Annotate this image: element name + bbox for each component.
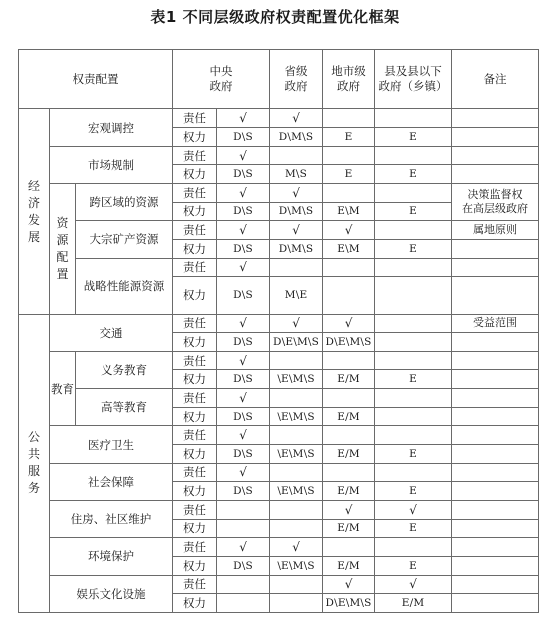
type-power: 权力 bbox=[173, 370, 217, 389]
resp-provincial: √ bbox=[270, 184, 323, 203]
note-higher bbox=[452, 389, 539, 408]
resp-municipal bbox=[323, 538, 375, 557]
power-municipal: E/M bbox=[323, 482, 375, 501]
power-municipal: E/M bbox=[323, 519, 375, 538]
power-central: D\S bbox=[217, 202, 270, 221]
power-county bbox=[375, 333, 452, 352]
power-county: E/M bbox=[375, 594, 452, 613]
type-resp: 责任 bbox=[173, 500, 217, 519]
power-central: D\S bbox=[217, 239, 270, 258]
resp-central: √ bbox=[217, 463, 270, 482]
resp-central bbox=[217, 500, 270, 519]
resp-provincial bbox=[270, 258, 323, 277]
note-macro bbox=[452, 109, 539, 128]
type-resp: 责任 bbox=[173, 426, 217, 445]
note-crossreg: 决策监督权 在高层级政府 bbox=[452, 184, 539, 221]
row-label-minerals: 大宗矿产资源 bbox=[76, 221, 173, 258]
authority-allocation-table bbox=[18, 49, 539, 613]
type-power: 权力 bbox=[173, 128, 217, 147]
power-county: E bbox=[375, 482, 452, 501]
power-county: E bbox=[375, 445, 452, 464]
row-label-market: 市场规制 bbox=[50, 146, 173, 183]
resp-municipal bbox=[323, 389, 375, 408]
power-central: D\S bbox=[217, 165, 270, 184]
power-provincial: M\E bbox=[270, 277, 323, 314]
note-power-social bbox=[452, 482, 539, 501]
resp-central: √ bbox=[217, 258, 270, 277]
power-central: D\S bbox=[217, 556, 270, 575]
power-provincial: M\S bbox=[270, 165, 323, 184]
power-provincial: D\M\S bbox=[270, 202, 323, 221]
note-strategic bbox=[452, 258, 539, 277]
type-power: 权力 bbox=[173, 482, 217, 501]
resp-central bbox=[217, 575, 270, 594]
resp-provincial: √ bbox=[270, 538, 323, 557]
resp-central: √ bbox=[217, 426, 270, 445]
type-power: 权力 bbox=[173, 333, 217, 352]
group-resource: 资 源 配 置 bbox=[50, 184, 76, 315]
note-housing bbox=[452, 500, 539, 519]
type-resp: 责任 bbox=[173, 389, 217, 408]
type-resp: 责任 bbox=[173, 258, 217, 277]
type-resp: 责任 bbox=[173, 221, 217, 240]
resp-county bbox=[375, 258, 452, 277]
power-central: D\S bbox=[217, 407, 270, 426]
resp-county bbox=[375, 389, 452, 408]
resp-central: √ bbox=[217, 184, 270, 203]
row-label-environment: 环境保护 bbox=[50, 538, 173, 575]
type-power: 权力 bbox=[173, 594, 217, 613]
type-power: 权力 bbox=[173, 556, 217, 575]
type-power: 权力 bbox=[173, 202, 217, 221]
header-municipal: 地市级 政府 bbox=[323, 50, 375, 109]
resp-provincial bbox=[270, 351, 323, 370]
type-resp: 责任 bbox=[173, 463, 217, 482]
resp-county bbox=[375, 184, 452, 203]
resp-county bbox=[375, 426, 452, 445]
power-provincial: \E\M\S bbox=[270, 445, 323, 464]
power-provincial bbox=[270, 594, 323, 613]
resp-central: √ bbox=[217, 221, 270, 240]
type-resp: 责任 bbox=[173, 314, 217, 333]
power-county: E bbox=[375, 128, 452, 147]
power-central: D\S bbox=[217, 445, 270, 464]
power-provincial: D\M\S bbox=[270, 239, 323, 258]
resp-central: √ bbox=[217, 351, 270, 370]
resp-municipal bbox=[323, 426, 375, 445]
note-power-strategic bbox=[452, 277, 539, 314]
type-power: 权力 bbox=[173, 407, 217, 426]
power-county: E bbox=[375, 165, 452, 184]
power-provincial: \E\M\S bbox=[270, 407, 323, 426]
power-county: E bbox=[375, 239, 452, 258]
power-provincial: \E\M\S bbox=[270, 482, 323, 501]
note-market bbox=[452, 146, 539, 165]
resp-central: √ bbox=[217, 314, 270, 333]
note-leisure bbox=[452, 575, 539, 594]
type-power: 权力 bbox=[173, 445, 217, 464]
power-county: E bbox=[375, 556, 452, 575]
power-county: E bbox=[375, 519, 452, 538]
note-power-leisure bbox=[452, 594, 539, 613]
resp-central: √ bbox=[217, 538, 270, 557]
resp-central: √ bbox=[217, 146, 270, 165]
type-power: 权力 bbox=[173, 165, 217, 184]
type-power: 权力 bbox=[173, 277, 217, 314]
header-config: 权责配置 bbox=[19, 50, 173, 109]
power-county bbox=[375, 407, 452, 426]
header-county: 县及县以下 政府（乡镇） bbox=[375, 50, 452, 109]
header-central: 中央 政府 bbox=[173, 50, 270, 109]
type-resp: 责任 bbox=[173, 538, 217, 557]
type-resp: 责任 bbox=[173, 184, 217, 203]
row-label-social: 社会保障 bbox=[50, 463, 173, 500]
row-label-higher: 高等教育 bbox=[76, 389, 173, 426]
resp-central: √ bbox=[217, 109, 270, 128]
group-education: 教育 bbox=[50, 351, 76, 426]
power-municipal: E/M bbox=[323, 556, 375, 575]
note-power-minerals bbox=[452, 239, 539, 258]
row-label-strategic: 战略性能源资源 bbox=[76, 258, 173, 314]
row-label-housing: 住房、社区维护 bbox=[50, 500, 173, 537]
power-county: E bbox=[375, 370, 452, 389]
power-provincial: D\M\S bbox=[270, 128, 323, 147]
power-municipal: E/M bbox=[323, 407, 375, 426]
resp-county: √ bbox=[375, 575, 452, 594]
resp-provincial bbox=[270, 146, 323, 165]
resp-provincial: √ bbox=[270, 109, 323, 128]
note-health bbox=[452, 426, 539, 445]
row-label-compulsory: 义务教育 bbox=[76, 351, 173, 388]
power-provincial: \E\M\S bbox=[270, 556, 323, 575]
resp-county bbox=[375, 351, 452, 370]
resp-municipal: √ bbox=[323, 500, 375, 519]
header-note: 备注 bbox=[452, 50, 539, 109]
resp-municipal: √ bbox=[323, 221, 375, 240]
resp-municipal bbox=[323, 463, 375, 482]
resp-provincial bbox=[270, 463, 323, 482]
type-power: 权力 bbox=[173, 239, 217, 258]
power-municipal bbox=[323, 277, 375, 314]
power-central: D\S bbox=[217, 482, 270, 501]
power-central: D\S bbox=[217, 277, 270, 314]
power-county: E bbox=[375, 202, 452, 221]
resp-provincial: √ bbox=[270, 221, 323, 240]
resp-provincial bbox=[270, 426, 323, 445]
power-provincial: D\E\M\S bbox=[270, 333, 323, 352]
resp-municipal: √ bbox=[323, 314, 375, 333]
group-economy: 经 济 发 展 bbox=[19, 109, 50, 314]
power-municipal: E bbox=[323, 128, 375, 147]
group-public: 公 共 服 务 bbox=[19, 314, 50, 612]
power-municipal: E\M bbox=[323, 202, 375, 221]
power-central bbox=[217, 519, 270, 538]
resp-municipal bbox=[323, 258, 375, 277]
type-resp: 责任 bbox=[173, 351, 217, 370]
resp-county bbox=[375, 146, 452, 165]
resp-municipal bbox=[323, 351, 375, 370]
note-power-higher bbox=[452, 407, 539, 426]
resp-municipal bbox=[323, 109, 375, 128]
power-central bbox=[217, 594, 270, 613]
resp-municipal: √ bbox=[323, 575, 375, 594]
resp-county bbox=[375, 463, 452, 482]
header-provincial: 省级 政府 bbox=[270, 50, 323, 109]
resp-provincial bbox=[270, 389, 323, 408]
note-environment bbox=[452, 538, 539, 557]
resp-municipal bbox=[323, 146, 375, 165]
resp-county: √ bbox=[375, 500, 452, 519]
type-resp: 责任 bbox=[173, 575, 217, 594]
note-power-housing bbox=[452, 519, 539, 538]
table-title: 表1 不同层级政府权责配置优化框架 bbox=[150, 8, 400, 26]
note-minerals: 属地原则 bbox=[452, 221, 539, 240]
note-power-compulsory bbox=[452, 370, 539, 389]
note-social bbox=[452, 463, 539, 482]
resp-county bbox=[375, 314, 452, 333]
resp-county bbox=[375, 221, 452, 240]
note-transport: 受益范围 bbox=[452, 314, 539, 333]
power-municipal: E/M bbox=[323, 445, 375, 464]
row-label-leisure: 娱乐文化设施 bbox=[50, 575, 173, 613]
resp-county bbox=[375, 109, 452, 128]
power-municipal: D\E\M\S bbox=[323, 333, 375, 352]
type-power: 权力 bbox=[173, 519, 217, 538]
row-label-macro: 宏观调控 bbox=[50, 109, 173, 146]
note-power-market bbox=[452, 165, 539, 184]
resp-provincial bbox=[270, 500, 323, 519]
row-label-transport: 交通 bbox=[50, 314, 173, 351]
power-municipal: E\M bbox=[323, 239, 375, 258]
resp-provincial bbox=[270, 575, 323, 594]
power-municipal: E bbox=[323, 165, 375, 184]
power-county bbox=[375, 277, 452, 314]
resp-municipal bbox=[323, 184, 375, 203]
resp-county bbox=[375, 538, 452, 557]
note-power-environment bbox=[452, 556, 539, 575]
power-central: D\S bbox=[217, 370, 270, 389]
power-central: D\S bbox=[217, 333, 270, 352]
resp-provincial: √ bbox=[270, 314, 323, 333]
row-label-health: 医疗卫生 bbox=[50, 426, 173, 463]
power-municipal: E/M bbox=[323, 370, 375, 389]
note-power-health bbox=[452, 445, 539, 464]
type-resp: 责任 bbox=[173, 109, 217, 128]
resp-central: √ bbox=[217, 389, 270, 408]
note-compulsory bbox=[452, 351, 539, 370]
power-central: D\S bbox=[217, 128, 270, 147]
type-resp: 责任 bbox=[173, 146, 217, 165]
note-power-transport bbox=[452, 333, 539, 352]
power-provincial bbox=[270, 519, 323, 538]
power-municipal: D\E\M\S bbox=[323, 594, 375, 613]
row-label-crossreg: 跨区域的资源 bbox=[76, 184, 173, 221]
power-provincial: \E\M\S bbox=[270, 370, 323, 389]
note-power-macro bbox=[452, 128, 539, 147]
